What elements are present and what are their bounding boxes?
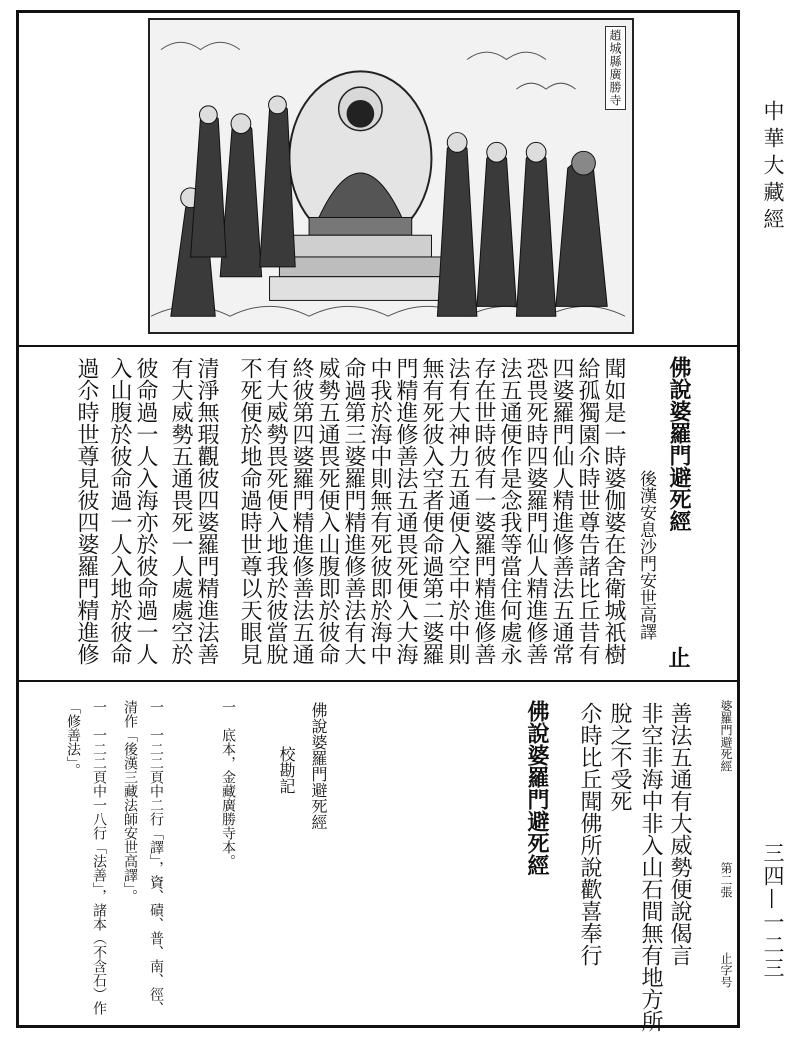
translator-line: 後漢安息沙門安世高譯 bbox=[636, 470, 656, 640]
end-title: 佛說婆羅門避死經 bbox=[524, 700, 550, 876]
divider-top bbox=[16, 345, 740, 347]
sutra-column: 命過第三婆羅門精進修善法有大 bbox=[341, 357, 366, 665]
margin-seal: 止字号 bbox=[719, 952, 733, 988]
sutra-column: 彼命過一人入海亦於彼命過一人 bbox=[133, 357, 158, 665]
verse-column: 非空非海中非入山石間無有地方所 bbox=[638, 702, 663, 1032]
buddha-assembly-image bbox=[150, 20, 632, 332]
collation-note: 一 一二二頁中二行「譯」，資、磧、普、南、徑、清作「後漢三藏法師安世高譯」。 bbox=[122, 700, 164, 1015]
sutra-column: 無有死彼入空者便命過第二婆羅 bbox=[419, 357, 444, 665]
sutra-column: 尒時比丘聞佛所說歡喜奉行 bbox=[577, 702, 602, 966]
margin-sheet-number: 第二張 bbox=[719, 862, 733, 898]
sutra-column: 善法五通有大威勢便說偈言 bbox=[667, 702, 692, 966]
collection-title: 中華大藏經 bbox=[761, 100, 785, 235]
divider-middle bbox=[16, 680, 740, 682]
sutra-column: 聞如是一時婆伽婆在舍衛城祇樹 bbox=[601, 357, 626, 665]
frontispiece-illustration bbox=[148, 18, 634, 334]
page-number: 三四—一二三 bbox=[761, 842, 785, 980]
sutra-title: 佛說婆羅門避死經 bbox=[666, 356, 692, 532]
sutra-column: 過尒時世尊見彼四婆羅門精進修 bbox=[74, 357, 99, 665]
sutra-column: 四婆羅門仙人精進修善法五通常 bbox=[549, 357, 574, 665]
margin-sheet-title: 婆羅門避死經 bbox=[719, 700, 733, 772]
temple-label: 趙城縣廣勝寺 bbox=[605, 26, 626, 110]
sutra-column: 不死便於地命過時世尊以天眼見 bbox=[237, 357, 262, 665]
sutra-column: 有大威勢五通畏死一人處處空於 bbox=[168, 357, 193, 665]
sutra-column: 法五通便作是念我等當住何處永 bbox=[497, 357, 522, 665]
sutra-column: 有大威勢畏死便入地我於彼當脫 bbox=[263, 357, 288, 665]
sutra-column: 法有大神力五通便入空中於中則 bbox=[445, 357, 470, 665]
collation-sutra-title: 佛說婆羅門避死經 bbox=[309, 702, 328, 830]
sutra-column: 存在世時彼有一婆羅門精進修善 bbox=[471, 357, 496, 665]
verse-column: 脫之不受死 bbox=[607, 702, 632, 812]
sutra-column: 門精進修善法五通畏死便入大海 bbox=[393, 357, 418, 665]
collation-heading: 校勘記 bbox=[277, 746, 296, 794]
collation-note: 一 一二二頁中一八行「法善」，諸本（不含石）作「修善法」。 bbox=[65, 700, 107, 1015]
sutra-column: 中我於海中則無有死彼即於海中 bbox=[367, 357, 392, 665]
sutra-column: 入山腹於彼命過一人入地於彼命 bbox=[107, 357, 132, 665]
collation-note: 一 底本，金藏廣勝寺本。 bbox=[220, 700, 236, 868]
sutra-column: 給孤獨園尒時世尊告諸比丘昔有 bbox=[575, 357, 600, 665]
sutra-column: 恐畏死時四婆羅門仙人精進修善 bbox=[523, 357, 548, 665]
sutra-column: 清淨無瑕觀彼四婆羅門精進法善 bbox=[194, 357, 219, 665]
end-mark: 止 bbox=[665, 646, 691, 668]
sutra-column: 威勢五通畏死便入山腹即於彼命 bbox=[315, 357, 340, 665]
sutra-column: 終彼第四婆羅門精進修善法五通 bbox=[289, 357, 314, 665]
